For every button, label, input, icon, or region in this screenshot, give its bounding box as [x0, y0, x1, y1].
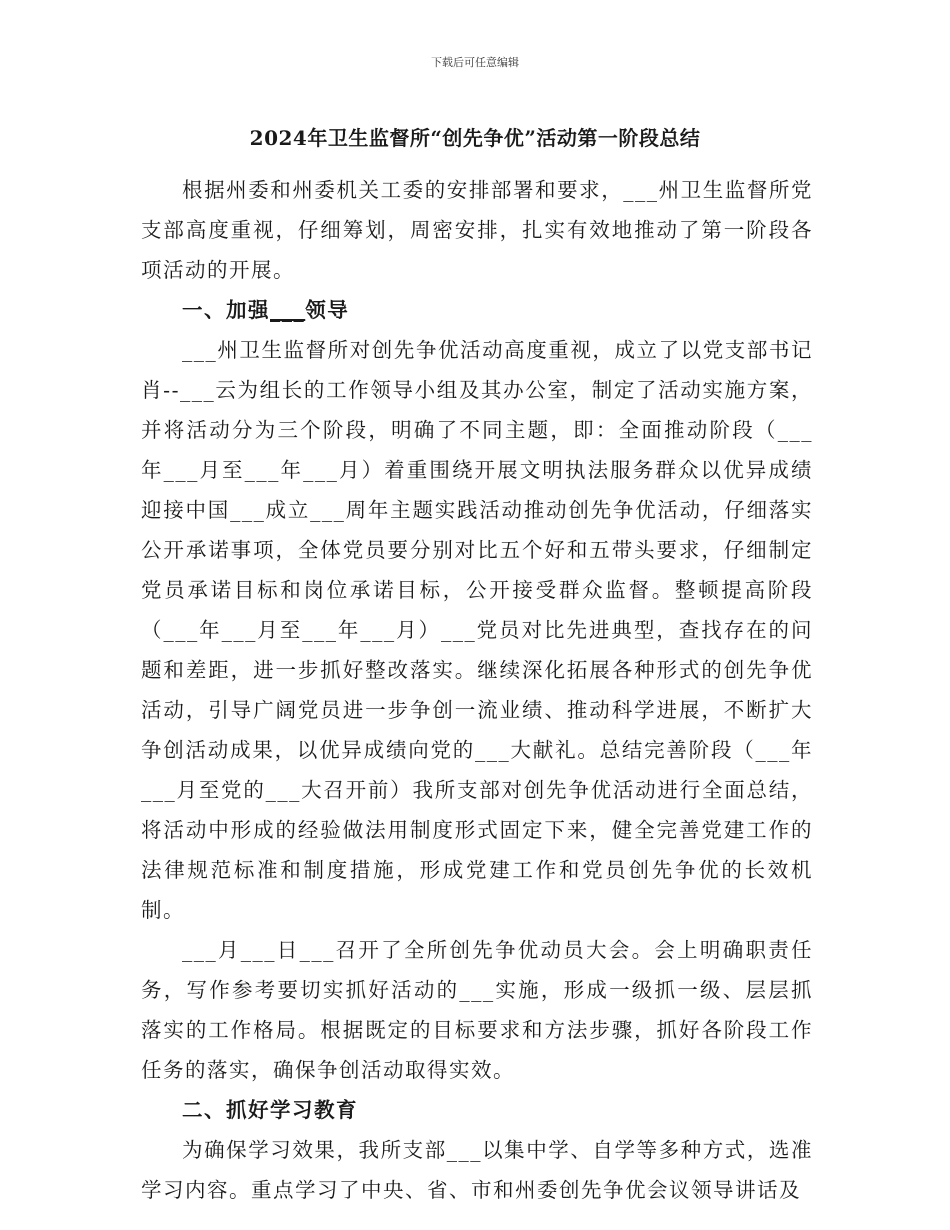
section-1-heading-prefix: 一、加强: [182, 298, 270, 322]
header-note: 下载后可任意编辑: [431, 56, 519, 69]
section-1-heading: [141, 290, 813, 330]
section-2-paragraph-1: 为确保学习效果，我所支部___以集中学、自学等多种方式，选准学习内容。重点学习了中央、省、市和州委创先争优会议领导讲话及: [141, 1138, 813, 1202]
document-body: [141, 170, 813, 1210]
section-1-paragraph-2: ___月___日___召开了全所创先争优动员大会。会上明确职责任务，写作参考要切实抓好活动的___实施，形成一级抓一级、层层抓落实的工作格局。根据既定的目标要求和方法步骤，抓好各阶段工作任务的落实，确保争创活动取得实效。: [141, 938, 813, 1082]
section-1-paragraph-1: ___州卫生监督所对创先争优活动高度重视，成立了以党支部书记肖--___云为组长的工作领导小组及其办公室，制定了活动实施方案，并将活动分为三个阶段，明确了不同主题，即：全面推动阶段（___年___月至___年___月）着重围绕开展文明执法服务群众以优异成绩迎接中国___成立___周年主题实践活动推动创先争优活动，仔细落实公开承诺事项，全体党员要分别对比五个好和五带头要求，仔细制定党员承诺目标和岗位承诺目标，公开接受群众监督。整顿提高阶段（___年___月至___年___月）___党员对比先进典型，查找存在的问题和差距，进一步抓好整改落实。继续深化拓展各种形式的创先争优活动，引导广阔党员进一步争创一流业绩、推动科学进展，不断扩大争创活动成果，以优异成绩向党的___大献礼。总结完善阶段（___年___月至党的___大召开前）我所支部对创先争优活动进行全面总结，将活动中形成的经验做法用制度形式固定下来，健全完善党建工作的法律规范标准和制度措施，形成党建工作和党员创先争优的长效机制。: [141, 338, 813, 922]
intro-paragraph: 根据州委和州委机关工委的安排部署和要求，___州卫生监督所党支部高度重视，仔细筹划，周密安排，扎实有效地推动了第一阶段各项活动的开展。: [141, 178, 813, 282]
section-2-heading: 二、抓好学习教育: [182, 1098, 358, 1122]
section-1-heading-blank: ___: [270, 298, 306, 322]
document-title: 2024年卫生监督所“创先争优”活动第一阶段总结: [249, 126, 701, 150]
section-1-heading-suffix: 领导: [305, 298, 350, 322]
